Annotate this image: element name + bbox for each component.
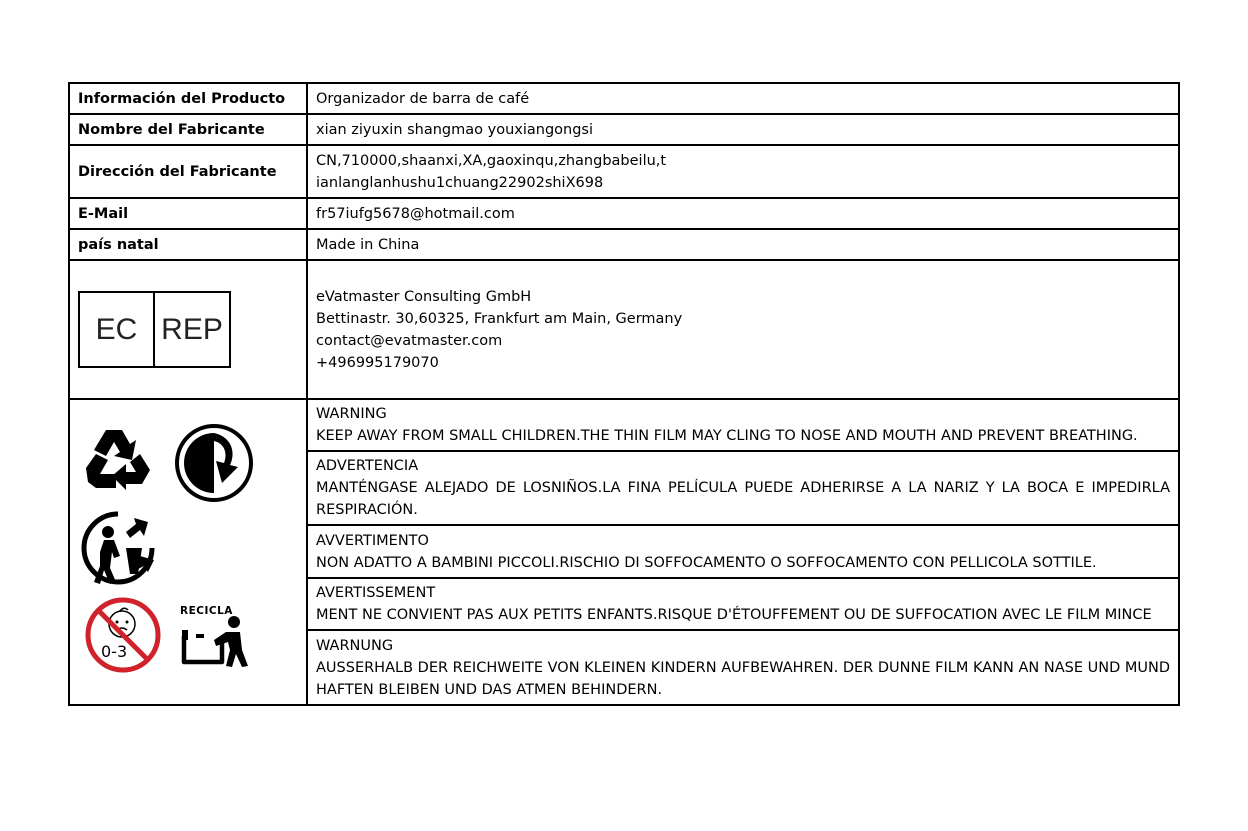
ec-rep-email: contact@evatmaster.com xyxy=(316,332,503,349)
warning-de xyxy=(307,630,1179,705)
origin-country-label: país natal xyxy=(69,229,307,260)
ec-rep-ec-text: EC xyxy=(80,293,155,366)
recicla-label: RECICLA xyxy=(180,605,233,617)
warning-es-text: MANTÉNGASE ALEJADO DE LOSNIÑOS.LA FINA PELÍCULA PUEDE ADHERIRSE A LA NARIZ Y LA BOCA E IMPEDIRLA RESPIRACIÓN. xyxy=(316,480,1170,518)
age-warning-icon xyxy=(84,596,162,674)
table-row xyxy=(69,145,1179,198)
table-row xyxy=(69,83,1179,114)
table-row xyxy=(69,198,1179,229)
recicla-icon xyxy=(178,614,250,668)
warning-fr-title: AVERTISSEMENT xyxy=(316,585,436,601)
email-label: E-Mail xyxy=(69,198,307,229)
ec-rep-phone: +496995179070 xyxy=(316,354,439,371)
age-range-text: 0-3 xyxy=(101,642,128,661)
ec-rep-address: Bettinastr. 30,60325, Frankfurt am Main, Germany xyxy=(316,310,683,327)
table-row xyxy=(69,229,1179,260)
recycling-symbols-cell xyxy=(69,399,307,705)
warning-en-text: KEEP AWAY FROM SMALL CHILDREN.THE THIN FILM MAY CLING TO NOSE AND MOUTH AND PREVENT BREATHING. xyxy=(316,428,1138,444)
warning-en xyxy=(307,399,1179,451)
ec-rep-rep-text: REP xyxy=(161,312,223,346)
product-info-table xyxy=(68,82,1180,706)
ec-rep-icon xyxy=(78,291,231,368)
warning-fr xyxy=(307,578,1179,630)
manufacturer-name-value: xian ziyuxin shangmao youxiangongsi xyxy=(307,114,1179,145)
product-info-label: Información del Producto xyxy=(69,83,307,114)
ec-rep-logo-cell xyxy=(69,260,307,399)
table-row xyxy=(69,114,1179,145)
warning-it-text: NON ADATTO A BAMBINI PICCOLI.RISCHIO DI SOFFOCAMENTO O SOFFOCAMENTO CON PELLICOLA SOTTILE. xyxy=(316,554,1097,571)
table-row xyxy=(69,260,1179,399)
warning-de-title: WARNUNG xyxy=(316,637,394,654)
warning-it xyxy=(307,525,1179,578)
manufacturer-address-value xyxy=(307,145,1179,198)
email-value: fr57iufg5678@hotmail.com xyxy=(307,198,1179,229)
address-line-2: ianlanglanhushu1chuang22902shiX698 xyxy=(316,174,604,191)
ec-rep-details xyxy=(307,260,1179,399)
tidyman-icon xyxy=(78,508,158,588)
warning-fr-text: MENT NE CONVIENT PAS AUX PETITS ENFANTS.RISQUE D'ÉTOUFFEMENT OU DE SUFFOCATION AVEC LE FILM MINCE xyxy=(316,607,1152,623)
recycle-icon xyxy=(78,424,158,500)
green-dot-icon xyxy=(174,423,254,503)
warning-de-text: AUSSERHALB DER REICHWEITE VON KLEINEN KINDERN AUFBEWAHREN. DER DUNNE FILM KANN AN NASE UND MUND HAFTEN BLEIBEN UND DAS ATMEN BEHINDERN. xyxy=(316,659,1170,698)
ec-rep-company: eVatmaster Consulting GmbH xyxy=(316,288,532,305)
table-row xyxy=(69,399,1179,451)
warning-es xyxy=(307,451,1179,525)
warning-en-title: WARNING xyxy=(316,406,387,422)
manufacturer-name-label: Nombre del Fabricante xyxy=(69,114,307,145)
manufacturer-address-label: Dirección del Fabricante xyxy=(69,145,307,198)
warning-it-title: AVVERTIMENTO xyxy=(316,532,429,549)
product-info-value: Organizador de barra de café xyxy=(307,83,1179,114)
warning-es-title: ADVERTENCIA xyxy=(316,458,419,474)
address-line-1: CN,710000,shaanxi,XA,gaoxinqu,zhangbabeilu,t xyxy=(316,152,667,169)
origin-country-value: Made in China xyxy=(307,229,1179,260)
